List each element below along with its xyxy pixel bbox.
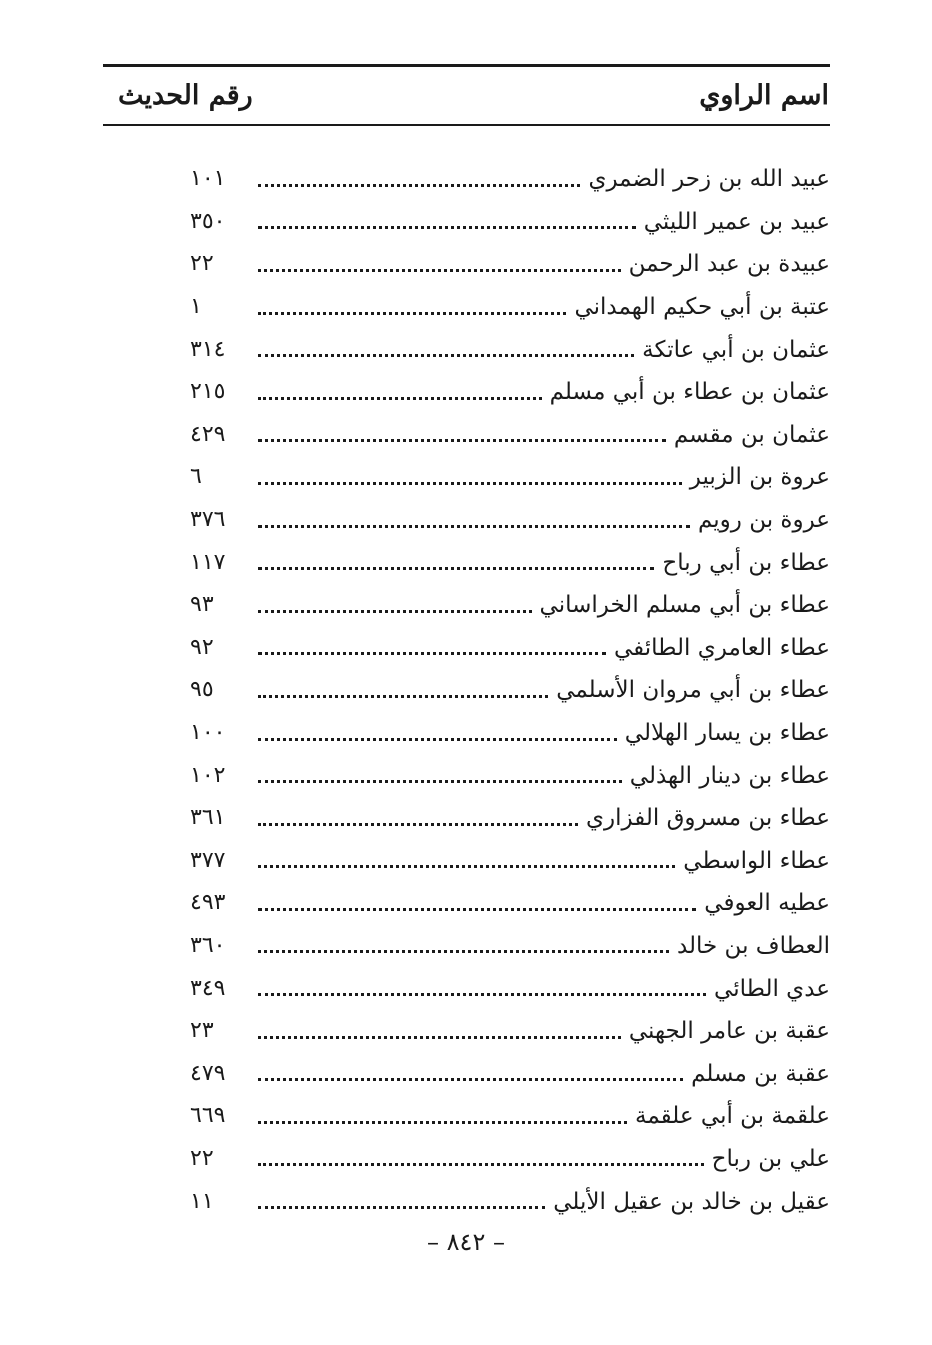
hadith-number: ٩٢: [190, 634, 214, 660]
index-entry: [190, 414, 830, 457]
dot-leader: [258, 950, 669, 953]
hadith-number: ٣٦١: [190, 805, 226, 831]
narrator-name: عطاء بن أبي مروان الأسلمي: [556, 677, 830, 704]
index-entry: [190, 499, 830, 542]
hadith-number: ٣٦٠: [190, 932, 226, 958]
dot-leader: [258, 1036, 621, 1039]
hadith-number: ٤٩٣: [190, 890, 226, 916]
narrator-name: عقبة بن مسلم: [691, 1060, 830, 1087]
hadith-number: ٣٧٦: [190, 507, 226, 533]
hadith-number: ٦: [190, 464, 202, 490]
index-entry: [190, 925, 830, 968]
hadith-number: ١١: [190, 1188, 214, 1214]
dot-leader: [258, 354, 634, 357]
dot-leader: [258, 226, 636, 229]
narrator-name: عطاء بن دينار الهذلي: [629, 762, 830, 789]
narrator-name: عبيدة بن عبد الرحمن: [628, 251, 830, 278]
index-entry: [190, 584, 830, 627]
narrator-name: عقبة بن عامر الجهني: [628, 1018, 830, 1045]
narrator-name: عطاء بن أبي مسلم الخراساني: [539, 592, 830, 619]
index-entry: [190, 627, 830, 670]
index-entry: [190, 840, 830, 883]
narrator-name: عطاء الواسطي: [683, 847, 830, 874]
narrator-name: عروة بن رويم: [697, 507, 830, 534]
hadith-number-heading: رقم الحديث: [118, 80, 253, 111]
dot-leader: [258, 780, 622, 783]
narrator-name: عطاء بن مسروق الفزاري: [586, 805, 830, 832]
narrator-name: عثمان بن أبي عاتكة: [642, 336, 830, 363]
narrator-name: عبيد الله بن زحر الضمري: [588, 166, 830, 193]
dot-leader: [258, 823, 578, 826]
dot-leader: [258, 610, 532, 613]
hadith-number: ٢٣: [190, 1018, 214, 1044]
hadith-number: ١١٧: [190, 549, 226, 575]
hadith-number: ٩٥: [190, 677, 214, 703]
dot-leader: [258, 184, 580, 187]
narrator-name: علي بن رباح: [711, 1145, 830, 1172]
dot-leader: [258, 269, 621, 272]
dot-leader: [258, 439, 666, 442]
index-entry: [190, 456, 830, 499]
hadith-number: ٢١٥: [190, 379, 226, 405]
index-entry: [190, 797, 830, 840]
narrator-name: عثمان بن عطاء بن أبي مسلم: [549, 379, 830, 406]
narrator-name: عطاء بن يسار الهلالي: [624, 720, 830, 747]
hadith-number: ٣٥٠: [190, 208, 226, 234]
dot-leader: [258, 567, 654, 570]
hadith-number: ٢٢: [190, 251, 214, 277]
index-entry: [190, 201, 830, 244]
narrator-name: عثمان بن مقسم: [673, 421, 830, 448]
hadith-number: ٦٦٩: [190, 1103, 226, 1129]
hadith-number: ٩٣: [190, 592, 214, 618]
narrator-name: عدي الطائي: [714, 975, 830, 1002]
dot-leader: [258, 525, 690, 528]
top-rule: [103, 64, 830, 67]
hadith-number: ٢٢: [190, 1145, 214, 1171]
dot-leader: [258, 1121, 627, 1124]
index-entry: [190, 328, 830, 371]
dot-leader: [258, 397, 542, 400]
narrator-name-heading: اسم الراوي: [699, 80, 829, 111]
index-entry: [190, 1180, 830, 1223]
index-entry: [190, 243, 830, 286]
header-rule: [103, 124, 830, 126]
dot-leader: [258, 312, 566, 315]
index-entry: [190, 371, 830, 414]
narrator-index-list: [190, 158, 830, 1223]
hadith-number: ١٠٠: [190, 720, 226, 746]
hadith-number: ٣٤٩: [190, 975, 226, 1001]
hadith-number: ٤٧٩: [190, 1060, 226, 1086]
index-entry: [190, 1010, 830, 1053]
narrator-name: عروة بن الزبير: [689, 464, 830, 491]
dot-leader: [258, 1206, 545, 1209]
index-entry: [190, 967, 830, 1010]
index-entry: [190, 541, 830, 584]
page-number: – ٨٤٢ –: [427, 1228, 505, 1256]
hadith-number: ١٠١: [190, 166, 226, 192]
narrator-name: العطاف بن خالد: [676, 932, 830, 959]
dot-leader: [258, 738, 617, 741]
dot-leader: [258, 908, 696, 911]
narrator-name: علقمة بن أبي علقمة: [634, 1103, 830, 1130]
dot-leader: [258, 652, 606, 655]
index-entry: [190, 882, 830, 925]
index-entry: [190, 1095, 830, 1138]
index-entry: [190, 1138, 830, 1181]
dot-leader: [258, 695, 548, 698]
narrator-name: عبيد بن عمير الليثي: [643, 208, 830, 235]
hadith-number: ١: [190, 294, 202, 320]
dot-leader: [258, 865, 675, 868]
index-entry: [190, 669, 830, 712]
dot-leader: [258, 482, 682, 485]
dot-leader: [258, 1078, 683, 1081]
hadith-number: ٣٧٧: [190, 847, 226, 873]
dot-leader: [258, 993, 706, 996]
narrator-name: عطاء بن أبي رباح: [662, 549, 830, 576]
narrator-name: عطاء العامري الطائفي: [613, 634, 830, 661]
narrator-name: عطيه العوفي: [704, 890, 830, 917]
index-entry: [190, 158, 830, 201]
index-entry: [190, 712, 830, 755]
hadith-number: ١٠٢: [190, 762, 226, 788]
narrator-name: عتبة بن أبي حكيم الهمداني: [574, 294, 830, 321]
dot-leader: [258, 1163, 704, 1166]
hadith-number: ٣١٤: [190, 336, 226, 362]
hadith-number: ٤٢٩: [190, 421, 226, 447]
index-entry: [190, 1052, 830, 1095]
index-entry: [190, 754, 830, 797]
index-entry: [190, 286, 830, 329]
narrator-name: عقيل بن خالد بن عقيل الأيلي: [553, 1188, 830, 1215]
